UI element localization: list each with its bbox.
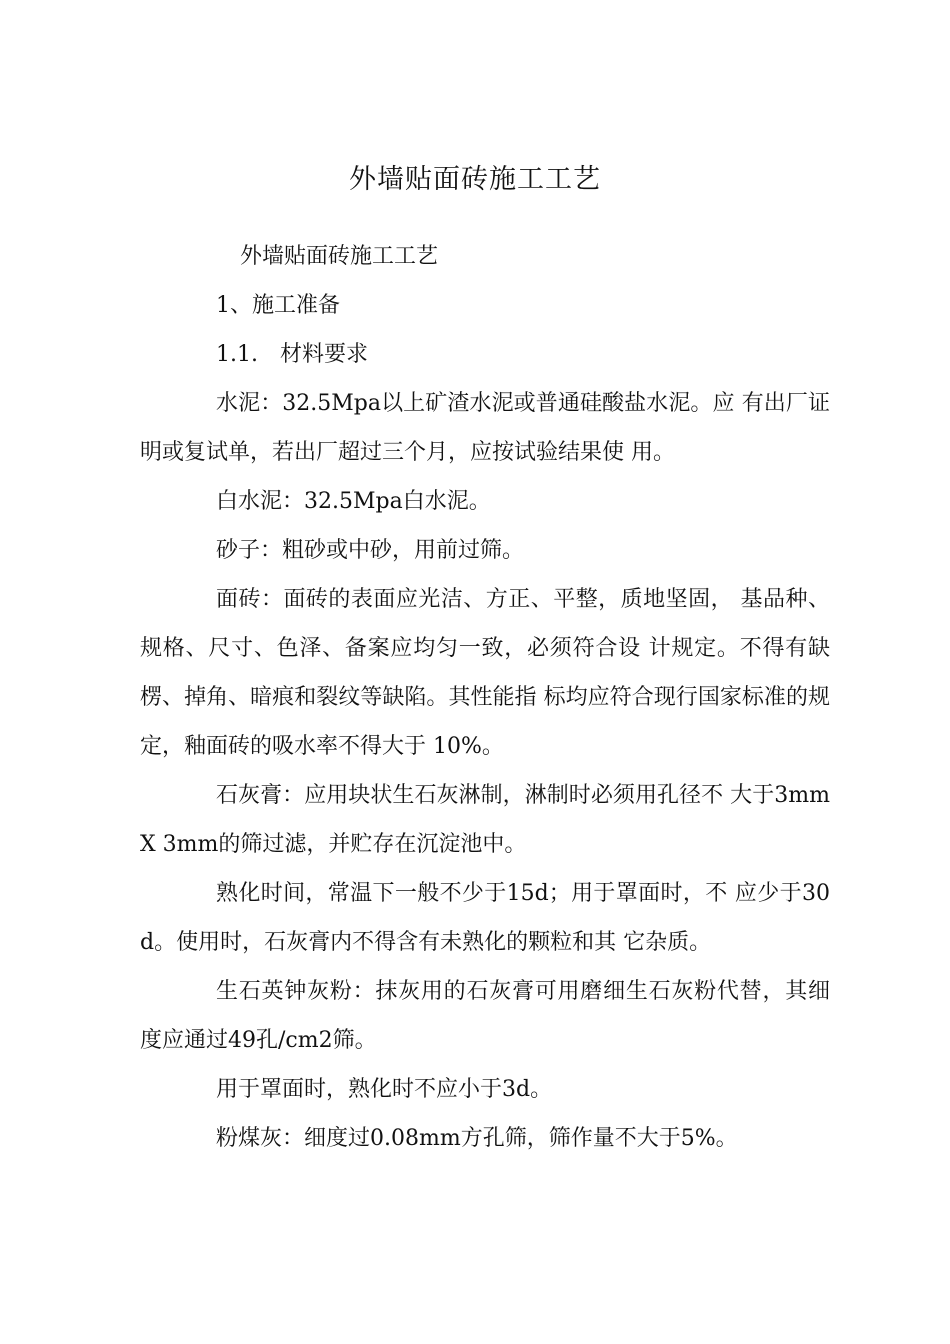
paragraph-sand: 砂子：粗砂或中砂，用前过筛。 <box>216 538 525 563</box>
paragraph-white-cement: 白水泥：32.5Mpa白水泥。 <box>216 489 491 514</box>
paragraph-cement: 水泥：32.5Mpa以上矿渣水泥或普通硅酸盐水泥。应 有出厂证明或复试单，若出厂超过三个月，应按试验结果使 用。 <box>140 391 830 465</box>
document-title: 外墙贴面砖施工工艺 <box>349 164 601 195</box>
paragraph-finish-coat: 用于罩面时，熟化时不应小于3d。 <box>216 1077 553 1102</box>
document-body <box>140 232 830 1163</box>
subtitle-paragraph: 外墙贴面砖施工工艺 <box>240 244 439 269</box>
paragraph-curing-time: 熟化时间，常温下一般不少于15d；用于罩面时，不 应少于30d。使用时，石灰膏内不得含有未熟化的颗粒和其 它杂质。 <box>140 881 830 955</box>
paragraph-tiles: 面砖：面砖的表面应光洁、方正、平整，质地坚固， 基品种、规格、尺寸、色泽、备案应均匀一致，必须符合设 计规定。不得有缺楞、掉角、暗痕和裂纹等缺陷。其性能指 标均应符合现行国家标准的规定，釉面砖的吸水率不得大于 10%。 <box>140 587 830 759</box>
paragraph-lime-putty: 石灰膏：应用块状生石灰淋制，淋制时必须用孔径不 大于3mmX 3mm的筛过滤，并贮存在沉淀池中。 <box>140 783 830 857</box>
section-heading: 1、施工准备 <box>216 293 340 318</box>
subsection-heading: 1.1. 材料要求 <box>216 342 368 367</box>
paragraph-lime-powder: 生石英钟灰粉：抹灰用的石灰膏可用磨细生石灰粉代替，其细度应通过49孔/cm2筛。 <box>140 979 830 1053</box>
paragraph-fly-ash: 粉煤灰：细度过0.08mm方孔筛，筛作量不大于5%。 <box>216 1126 738 1151</box>
